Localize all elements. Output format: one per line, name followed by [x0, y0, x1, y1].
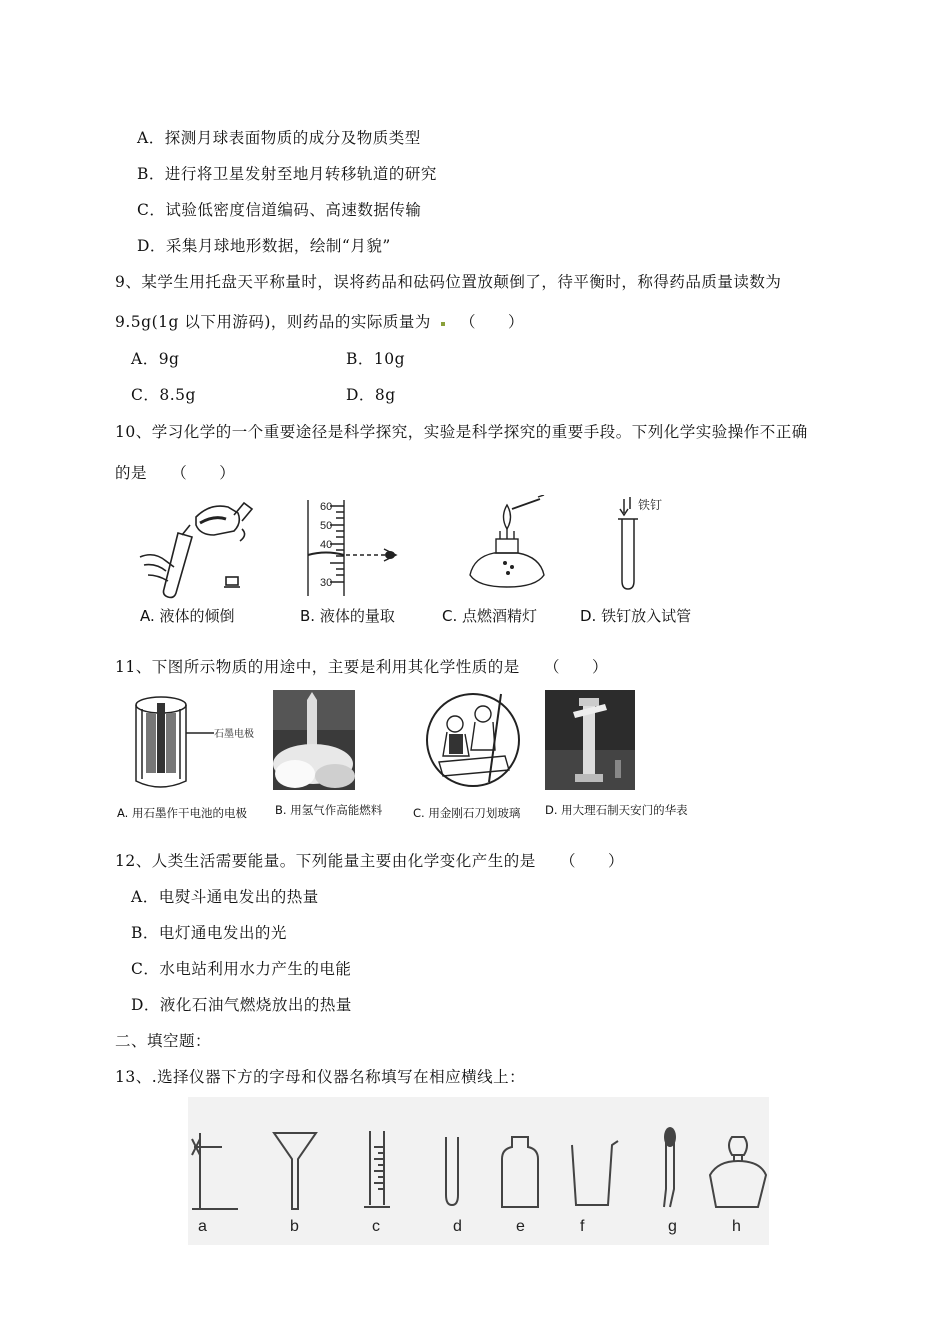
q12-option-d: D．液化石油气燃烧放出的热量 [131, 996, 352, 1014]
test-tube-nail-illustration [610, 495, 720, 595]
caption-c: C. 点燃酒精灯 [442, 607, 538, 625]
q12-option-c: C．水电站利用水力产生的电能 [131, 960, 352, 978]
q9-option-c: C．8.5g [131, 386, 196, 404]
q11-material-uses-figure [115, 688, 730, 823]
q12-stem: 12、人类生活需要能量。下列能量主要由化学变化产生的是 （ ） [115, 852, 624, 870]
scale-30: 30 [320, 577, 333, 589]
nail-label: 铁钉 [638, 498, 663, 512]
caption-c: C. 用金刚石刀划玻璃 [413, 806, 521, 820]
q9-option-a: A．9g [131, 350, 180, 368]
label-h: h [732, 1218, 741, 1235]
rocket-launch-photo [273, 690, 355, 790]
q9-stem-line2: 9.5g(1g 以下用游码)，则药品的实际质量为 [115, 313, 431, 331]
q8-option-a: A．探测月球表面物质的成分及物质类型 [137, 129, 421, 147]
q9-stem-line1: 9、某学生用托盘天平称量时，误将药品和砝码位置放颠倒了，待平衡时，称得药品质量读数为 [115, 273, 782, 291]
measuring-cylinder-illustration [300, 500, 420, 600]
label-g: g [668, 1218, 677, 1235]
q8-option-d: D．采集月球地形数据，绘制“月貌” [137, 237, 391, 255]
q12-option-a: A．电熨斗通电发出的热量 [131, 888, 319, 906]
caption-a: A. 液体的倾倒 [140, 607, 235, 625]
label-c: c [372, 1218, 380, 1235]
q9-option-d: D．8g [346, 386, 396, 404]
instruments-drawing [188, 1097, 769, 1245]
q12-option-b: B．电灯通电发出的光 [131, 924, 287, 942]
q13-stem: 13、.选择仪器下方的字母和仪器名称填写在相应横线上： [115, 1068, 526, 1086]
scale-50: 50 [320, 520, 333, 532]
glass-cutting-illustration [425, 690, 525, 790]
scale-40: 40 [320, 539, 333, 551]
scale-60: 60 [320, 501, 333, 513]
q10-stem-line2: 的是 （ ） [115, 464, 236, 482]
q10-stem-line1: 10、学习化学的一个重要途径是科学探究，实验是科学探究的重要手段。下列化学实验操作不正确 [115, 423, 808, 441]
q8-option-b: B．进行将卫星发射至地月转移轨道的研究 [137, 165, 437, 183]
label-f: f [580, 1218, 585, 1235]
label-b: b [290, 1218, 299, 1235]
q13-instruments-figure [188, 1097, 769, 1245]
caption-b: B. 用氢气作高能燃料 [275, 803, 383, 817]
q11-stem: 11、下图所示物质的用途中，主要是利用其化学性质的是 （ ） [115, 658, 608, 676]
label-d: d [453, 1218, 462, 1235]
label-a: a [198, 1218, 207, 1235]
electrode-label: 石墨电极 [214, 729, 254, 740]
q9-answer-blank: （ ） [460, 313, 525, 331]
caption-d: D. 用大理石制天安门的华表 [545, 803, 688, 817]
q9-option-b: B．10g [346, 350, 406, 368]
huabiao-photo [545, 690, 635, 790]
q8-option-c: C．试验低密度信道编码、高速数据传输 [137, 201, 422, 219]
section-heading: 二、填空题： [115, 1032, 212, 1050]
dry-battery-illustration [130, 693, 275, 793]
stray-mark [441, 322, 445, 326]
caption-d: D. 铁钉放入试管 [580, 607, 692, 625]
pouring-liquid-illustration [130, 495, 270, 605]
label-e: e [516, 1218, 525, 1235]
caption-b: B. 液体的量取 [300, 607, 395, 625]
caption-a: A. 用石墨作干电池的电极 [117, 806, 247, 820]
q10-lab-operations-figure [130, 495, 720, 635]
alcohol-lamp-illustration [460, 495, 560, 595]
